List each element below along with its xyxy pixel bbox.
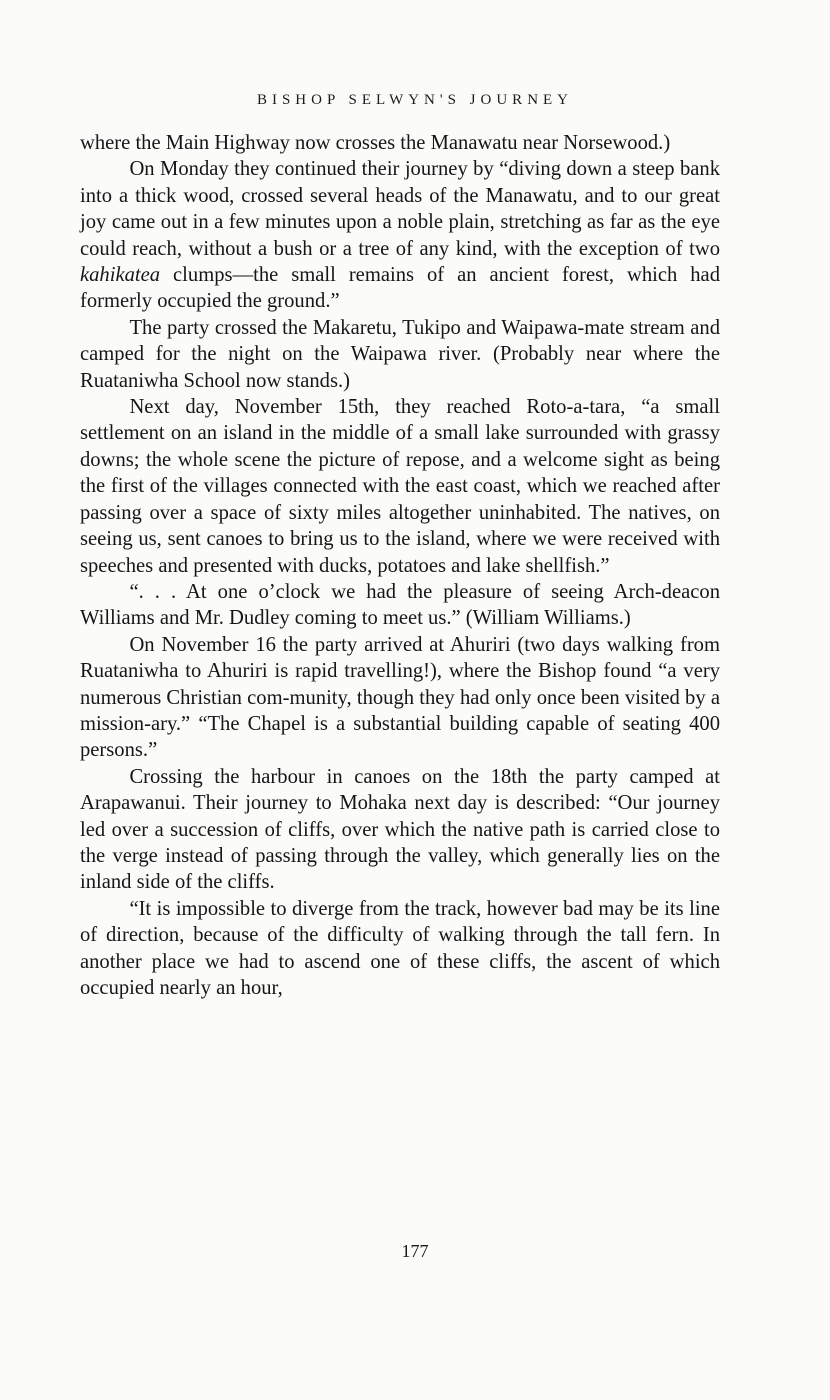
- paragraph-text: clumps—the small remains of an ancient forest, which had formerly occupied the ground.”: [80, 264, 720, 313]
- paragraph: where the Main Highway now crosses the Manawatu near Norsewood.): [80, 132, 671, 154]
- paragraph: “. . . At one o’clock we had the pleasure of seeing Arch-deacon Williams and Mr. Dudley coming to meet us.” (William Williams.): [80, 580, 720, 630]
- body-text: [80, 130, 720, 1001]
- running-head: BISHOP SELWYN'S JOURNEY: [256, 92, 574, 108]
- paragraph: [80, 156, 720, 314]
- paragraph: Crossing the harbour in canoes on the 18th the party camped at Arapawanui. Their journey to Mohaka next day is described: “Our journey led over a succession of cliffs, over which the native path is carried close to the verge instead of passing through the valley, which generally lies on the inland side of the cliffs.: [80, 765, 720, 894]
- page-number: 177: [401, 1241, 429, 1261]
- paragraph: Next day, November 15th, they reached Roto-a-tara, “a small settlement on an island in the middle of a small lake surrounded with grassy downs; the whole scene the picture of repose, and a welcome sight as being the first of the villages connected with the east coast, which we reached after passing over a space of sixty miles altogether uninhabited. The natives, on seeing us, sent canoes to bring us to the island, where we were received with speeches and presented with ducks, potatoes and lake shellfish.”: [80, 396, 720, 577]
- paragraph: On November 16 the party arrived at Ahuriri (two days walking from Ruataniwha to Ahuriri is rapid travelling!), where the Bishop found “a very numerous Christian com-munity, though they had only once been visited by a mission-ary.” “The Chapel is a substantial building capable of seating 400 persons.”: [80, 633, 720, 762]
- paragraph: “It is impossible to diverge from the track, however bad may be its line of direction, because of the difficulty of walking through the tall fern. In another place we had to ascend one of these cliffs, the ascent of which occupied nearly an hour,: [80, 897, 720, 999]
- italic-term: kahikatea: [80, 264, 161, 287]
- paragraph-text: On Monday they continued their journey by “diving down a steep bank into a thick wood, crossed several heads of the Manawatu, and to our great joy came out in a few minutes upon a noble plain, stretching as far as the eye could reach, without a bush or a tree of any kind, with the exception of two: [80, 158, 720, 260]
- paragraph: The party crossed the Makaretu, Tukipo and Waipawa-mate stream and camped for the night on the Waipawa river. (Probably near where the Ruataniwha School now stands.): [80, 316, 720, 392]
